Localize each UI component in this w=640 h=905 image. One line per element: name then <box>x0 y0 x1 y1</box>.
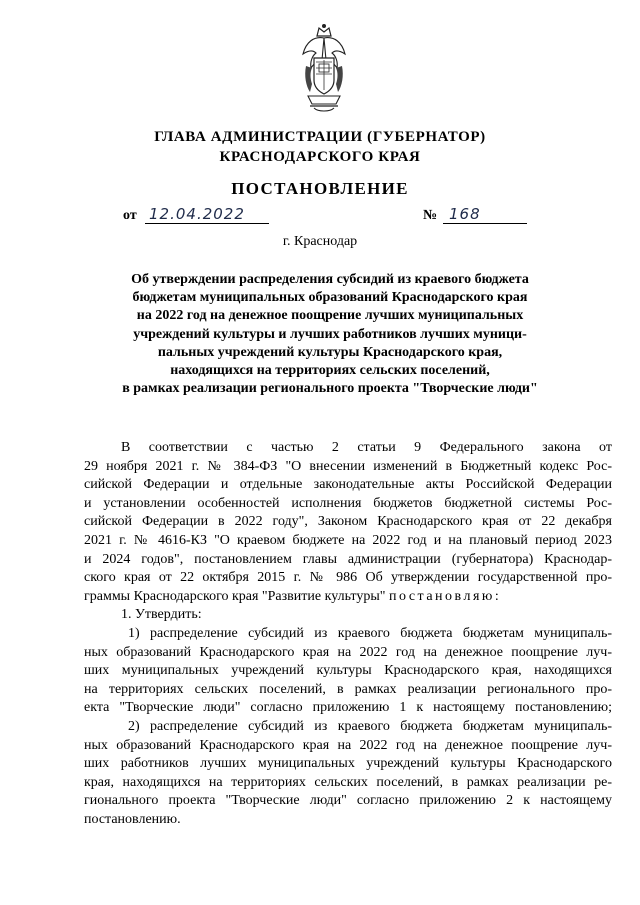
subject-line: пальных учреждений культуры Краснодарского края, <box>157 344 503 360</box>
body-line: и установлении особенностей исполнения бюджетов бюджетной системы Рос- <box>84 495 612 511</box>
document-subject <box>100 271 560 398</box>
body-line: 29 ноября 2021 г. № 384-ФЗ "О внесении изменений в Бюджетный кодекс Рос- <box>84 458 612 474</box>
subject-line: учреждений культуры и лучших работников лучших муници- <box>133 326 527 342</box>
subject-line: бюджетам муниципальных образований Краснодарского края <box>132 290 528 306</box>
body-line: ского края от 22 октября 2015 г. № 986 Об утверждении государственной про- <box>84 570 612 586</box>
body-line: сийской Федерации в 2022 году", Законом Краснодарского края от 22 декабря <box>84 514 612 530</box>
body-line: ных образований Краснодарского края на 2022 год на денежное поощрение луч- <box>84 644 612 660</box>
subject-line: в рамках реализации регионального проекта "Творческие люди" <box>122 381 538 397</box>
number-label: № <box>423 208 438 223</box>
body-line <box>84 588 612 607</box>
body-line-prefix: граммы Краснодарского края "Развитие культуры" <box>84 588 389 604</box>
body-line: ших муниципальных учреждений культуры Краснодарского края, находящихся <box>84 663 612 679</box>
body-line: 2) распределение субсидий из краевого бюджета бюджетам муниципаль- <box>128 718 612 734</box>
subject-line: на 2022 год на денежное поощрение лучших муниципальных <box>136 308 524 324</box>
body-line: сийской Федерации и отдельные законодательные акты Российской Федерации <box>84 477 612 493</box>
date-number-row <box>123 205 523 229</box>
body-line: ных образований Краснодарского края на 2022 год на денежное поощрение луч- <box>84 737 612 753</box>
subject-line: находящихся на территориях сельских поселений, <box>170 363 490 379</box>
date-label: от <box>123 208 137 223</box>
body-line: ших работников лучших муниципальных учреждений культуры Краснодарского <box>84 756 612 772</box>
body-line: 1) распределение субсидий из краевого бюджета бюджетам муниципаль- <box>128 625 612 641</box>
body-line: гионального проекта "Творческие люди" согласно приложению 2 к настоящему <box>84 793 612 809</box>
city-name: г. Краснодар <box>282 234 358 249</box>
decree-word: постановляю: <box>388 588 502 604</box>
document-body <box>84 439 612 829</box>
document-type-title: ПОСТАНОВЛЕНИЕ <box>231 179 409 198</box>
header-authority-line1: ГЛАВА АДМИНИСТРАЦИИ (ГУБЕРНАТОР) <box>154 129 486 145</box>
body-line: края, находящихся на территориях сельских поселений, в рамках реализации ре- <box>84 774 612 790</box>
subject-line: Об утверждении распределения субсидий из краевого бюджета <box>131 272 529 287</box>
header-authority-line2: КРАСНОДАРСКОГО КРАЯ <box>219 149 421 165</box>
body-line: В соответствии с частью 2 статьи 9 Федерального закона от <box>121 440 612 455</box>
body-line: и 2024 годов", постановлением главы администрации (губернатора) Краснодар- <box>84 551 612 567</box>
date-value: 12.04.2022 <box>145 205 269 224</box>
item-1: 1. Утвердить: <box>121 607 202 623</box>
body-line: екта "Творческие люди" согласно приложению 1 к настоящему постановлению; <box>84 700 612 716</box>
body-line: постановлению. <box>84 811 181 827</box>
body-line: 2021 г. № 4616-КЗ "О краевом бюджете на 2022 год и на плановый период 2023 <box>84 532 612 548</box>
body-line: на территориях сельских поселений, в рамках реализации регионального про- <box>84 681 612 697</box>
number-value: 168 <box>443 205 527 224</box>
coat-of-arms-icon <box>300 22 348 114</box>
